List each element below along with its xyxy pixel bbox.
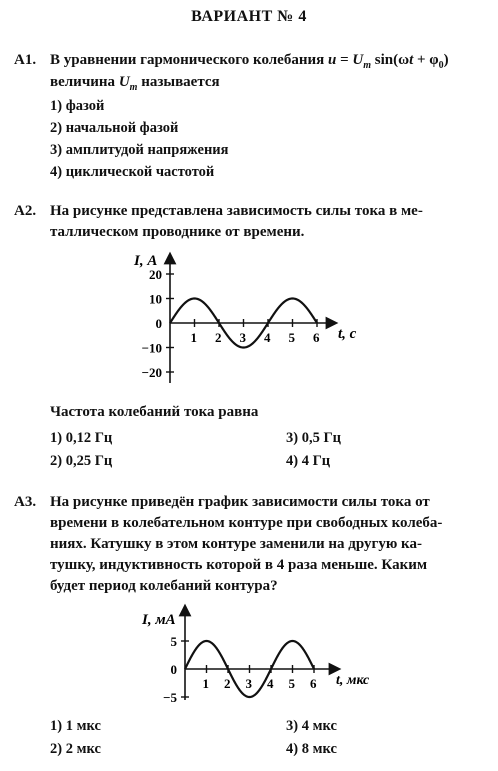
x-tick-label: 6 [313,330,320,345]
question-text: таллическом проводнике от времени. [50,224,305,240]
x-axis-label: t, с [338,326,357,342]
y-tick-label: 0 [170,662,177,677]
y-axis-label: I, мА [142,612,176,628]
x-tick-label: 1 [202,676,209,691]
answer-option[interactable]: 2) 2 мкс [50,741,101,757]
answer-option[interactable]: 3) амплитудой напряжения [50,142,229,158]
question-text: величина $U_m$ называется [50,74,220,93]
question-number: А3. [14,494,37,510]
x-tick-label: 1 [190,330,197,345]
question-text: тушку, индуктивность которой в 4 раза меньше. Каким [50,557,428,573]
question-text: времени в колебательном контуре при свободных колеба- [50,515,443,531]
x-tick-label: 4 [267,676,274,691]
answer-option[interactable]: 2) 0,25 Гц [50,453,113,469]
x-tick-label: 5 [288,330,295,345]
x-tick-label: 2 [224,676,231,691]
question-number: А2. [14,203,37,219]
x-tick-label: 5 [288,676,295,691]
x-tick-label: 4 [264,330,271,345]
y-tick-label: −5 [163,690,177,704]
x-tick-label: 2 [215,330,222,345]
question-number: А1. [14,52,37,68]
y-tick-label: −20 [141,365,162,380]
answer-option[interactable]: 4) циклической частотой [50,164,215,180]
answer-option[interactable]: 1) 0,12 Гц [50,430,113,446]
answer-option[interactable]: 4) 4 Гц [286,453,331,469]
x-tick-label: 3 [239,330,246,345]
answer-option[interactable]: 1) фазой [50,98,105,114]
answer-option[interactable]: 1) 1 мкс [50,718,101,734]
page-title: ВАРИАНТ № 4 [191,8,307,25]
y-tick-label: 10 [149,291,162,307]
question-text: Частота колебаний тока равна [50,404,259,420]
question-text: будет период колебаний контура? [50,578,278,594]
answer-option[interactable]: 4) 8 мкс [286,741,337,757]
question-text: ниях. Катушку в этом контуре заменили на другую ка- [50,536,422,552]
question-text: В уравнении гармонического колебания $u = U_m$ $\sin(\omega t + \varphi_0)$ [50,52,449,71]
answer-option[interactable]: 2) начальной фазой [50,120,179,136]
question-text: На рисунке представлена зависимость силы тока в ме- [50,203,423,219]
x-axis-label: t, мкс [336,673,370,688]
y-tick-label: 20 [149,267,162,282]
current-graph-1 [120,248,380,390]
answer-option[interactable]: 3) 0,5 Гц [286,430,342,446]
question-text: На рисунке приведён график зависимости силы тока от [50,494,430,510]
y-tick-label: 5 [170,634,177,649]
answer-option[interactable]: 3) 4 мкс [286,718,337,734]
current-graph-2 [140,602,400,704]
y-tick-label: 0 [155,316,162,331]
y-axis-label: I, А [134,253,158,269]
x-tick-label: 6 [310,676,317,691]
x-tick-label: 3 [245,676,252,691]
y-tick-label: −10 [141,340,162,356]
